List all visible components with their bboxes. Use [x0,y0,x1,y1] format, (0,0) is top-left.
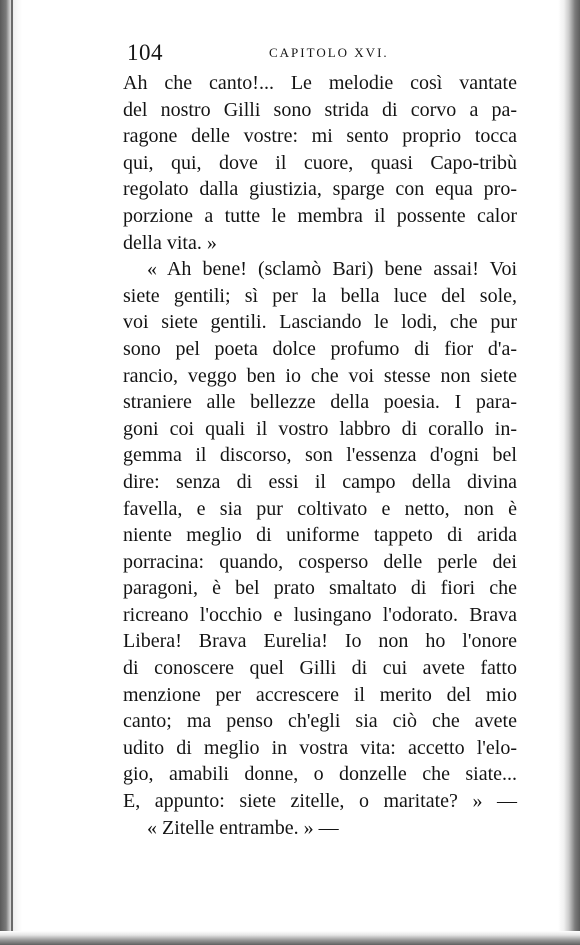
bottom-scan-edge [0,931,580,945]
text-line: sono pel poeta dolce profumo di fior d'a- [123,337,517,360]
text-line: gio, amabili donne, o donzelle che siate... [123,763,517,786]
text-line: goni coi quali il vostro labbro di corallo in- [123,417,517,440]
text-line: rancio, veggo ben io che voi stesse non siete [123,364,517,387]
text-line: « Zitelle entrambe. » — [147,816,339,839]
text-line: ricreano l'occhio e lusingano l'odorato. Brava [123,603,517,626]
text-line: udito di meglio in vostra vita: accetto l'elo- [123,736,517,759]
text-line: niente meglio di uniforme tappeto di arida [123,524,517,547]
body-text [123,70,517,841]
text-line: porracina: quando, cosperso delle perle dei [123,550,517,573]
text-line: straniere alle bellezze della poesia. I para- [123,391,517,414]
text-line: E, appunto: siete zitelle, o maritate? » — [123,790,517,813]
running-head: CAPITOLO XVI. [269,45,389,60]
text-line: della vita. » [123,231,217,254]
text-line: gemma il discorso, son l'essenza d'ogni bel [123,444,517,467]
text-line: canto; ma penso ch'egli sia ciò che avete [123,710,517,733]
page-number: 104 [127,40,163,65]
text-line: dire: senza di essi il campo della divina [123,470,517,493]
text-line: Libera! Brava Eurelia! Io non ho l'onore [123,630,517,653]
text-line: voi siete gentili. Lasciando le lodi, che pur [123,311,517,334]
text-line: paragoni, è bel prato smaltato di fiori che [123,577,517,600]
text-line: porzione a tutte le membra il possente calor [123,204,517,227]
text-line: « Ah bene! (sclamò Bari) bene assai! Voi [147,258,517,281]
text-line: menzione per accrescere il merito del mio [123,683,517,706]
text-line: regolato dalla giustizia, sparge con equa pro- [123,178,517,201]
text-line: di conoscere quel Gilli di cui avete fatto [123,657,517,680]
text-line: favella, e sia pur coltivato e netto, non è [123,497,517,520]
text-line: ragone delle vostre: mi sento proprio tocca [123,125,517,148]
text-line: del nostro Gilli sono strida di corvo a pa- [123,98,517,121]
text-line: siete gentili; sì per la bella luce del sole, [123,284,517,307]
right-scan-edge [558,0,580,945]
left-binding-line [11,0,13,945]
text-line: Ah che canto!... Le melodie così vantate [123,72,517,94]
text-line: qui, qui, dove il cuore, quasi Capo-tribù [123,151,517,174]
page-header [127,40,522,66]
